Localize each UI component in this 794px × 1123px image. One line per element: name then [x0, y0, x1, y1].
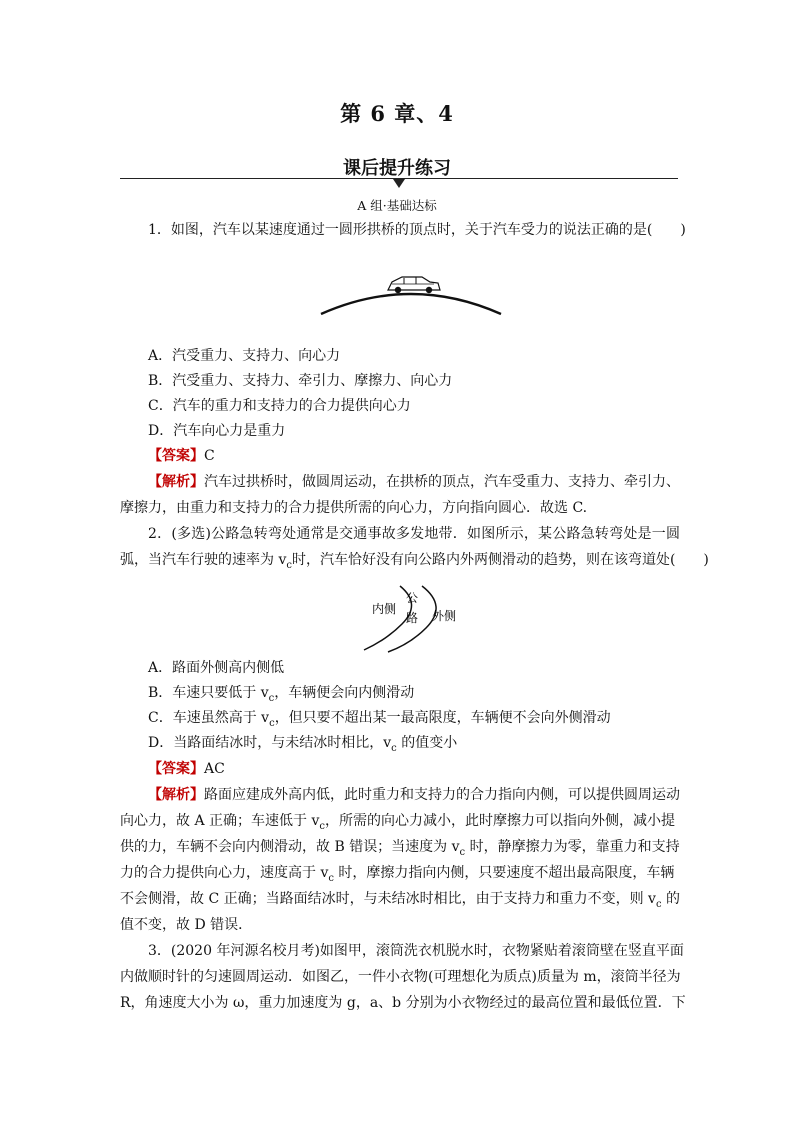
- q1-answer: [148, 446, 680, 466]
- road-inner-edge: [364, 586, 412, 650]
- q2-option-c: C．车速虽然高于 $v_c$，但只要不超出某一最高限度，车辆便不会向外侧滑动: [148, 710, 611, 729]
- arch-bridge-curve: [321, 294, 501, 314]
- q3-stem-line-1: 3．(2020 年河源名校月考)如图甲，滚筒洗衣机脱水时，衣物紧贴着滚筒壁在竖直平面: [148, 943, 684, 959]
- q1-stem: 1．如图，汽车以某速度通过一圆形拱桥的顶点时，关于汽车受力的说法正确的是( ): [148, 222, 686, 238]
- q3-stem-line-2: 内做顺时针的匀速圆周运动．如图乙，一件小衣物(可理想化为质点)质量为 m，滚筒半径为: [120, 969, 681, 985]
- q3-stem-line-3: R，角速度大小为 ω，重力加速度为 g，a、b 分别为小衣物经过的最高位置和最低位置．下: [120, 995, 686, 1011]
- curved-road-figure: [352, 582, 472, 654]
- q1-option-a: A．汽受重力、支持力、向心力: [148, 348, 341, 364]
- section-subtitle: 课后提升练习: [343, 158, 451, 179]
- analysis-label: 【解析】: [148, 474, 204, 490]
- answer-label: 【答案】: [148, 761, 204, 777]
- road-label-1: 公: [406, 591, 419, 605]
- q2-analysis-line-2: 向心力，故 A 正确；车速低于 $v_c$，所需的向心力减小，此时摩擦力可以指向外侧，减小提: [120, 813, 675, 832]
- car-icon: [388, 277, 440, 293]
- q1-option-c: C．汽车的重力和支持力的合力提供向心力: [148, 398, 411, 414]
- road-label-2: 路: [406, 611, 419, 625]
- q2-analysis-line-1: 【解析】路面应建成外高内低，此时重力和支持力的合力指向内侧，可以提供圆周运动: [148, 787, 680, 803]
- q1-analysis-line-2: 摩擦力，由重力和支持力的合力提供所需的向心力，方向指向圆心．故选 C.: [120, 500, 588, 516]
- inner-side-label: 内侧: [372, 602, 397, 616]
- q2-stem-line-2: 弧，当汽车行驶的速率为 $v_c$时，汽车恰好没有向公路内外两侧滑动的趋势，则在该弯道处( ): [120, 552, 709, 571]
- triangle-marker-icon: [393, 179, 405, 188]
- q1-option-d: D．汽车向心力是重力: [148, 423, 286, 439]
- q1-option-b: B．汽受重力、支持力、牵引力、摩擦力、向心力: [148, 373, 453, 389]
- q2-option-b: B．车速只要低于 $v_c$，车辆便会向内侧滑动: [148, 685, 415, 704]
- chapter-title: 第 6 章、4: [340, 101, 454, 126]
- q2-option-d: D．当路面结冰时，与未结冰时相比，$v_c$ 的值变小: [148, 735, 458, 754]
- answer-label: 【答案】: [148, 448, 204, 464]
- q1-analysis-line-1: 【解析】汽车过拱桥时，做圆周运动，在拱桥的顶点，汽车受重力、支持力、牵引力、: [148, 474, 680, 490]
- answer-value: C: [204, 448, 215, 464]
- answer-value: AC: [204, 761, 225, 777]
- analysis-label: 【解析】: [148, 787, 204, 803]
- q2-option-a: A．路面外侧高内侧低: [148, 660, 285, 676]
- q2-analysis-line-5: 不会侧滑，故 C 正确；当路面结冰时，与未结冰时相比，由于支持力和重力不变，则 $v_c$ 的: [120, 891, 681, 910]
- q2-analysis-line-4: 力的合力提供向心力，速度高于 $v_c$ 时，摩擦力指向内侧，只要速度不超出最高限度，车辆: [120, 865, 675, 884]
- outer-side-label: 外侧: [432, 609, 457, 623]
- group-heading: A 组·基础达标: [357, 198, 437, 213]
- q2-stem-line-1: 2．(多选)公路急转弯处通常是交通事故多发地带．如图所示，某公路急转弯处是一圆: [148, 526, 680, 542]
- q2-analysis-line-6: 值不变，故 D 错误．: [120, 917, 253, 933]
- q2-answer: [148, 759, 680, 779]
- arch-bridge-figure: [318, 268, 504, 316]
- q2-analysis-line-3: 供的力，车辆不会向内侧滑动，故 B 错误；当速度为 $v_c$ 时，静摩擦力为零，靠重力和支持: [120, 839, 680, 858]
